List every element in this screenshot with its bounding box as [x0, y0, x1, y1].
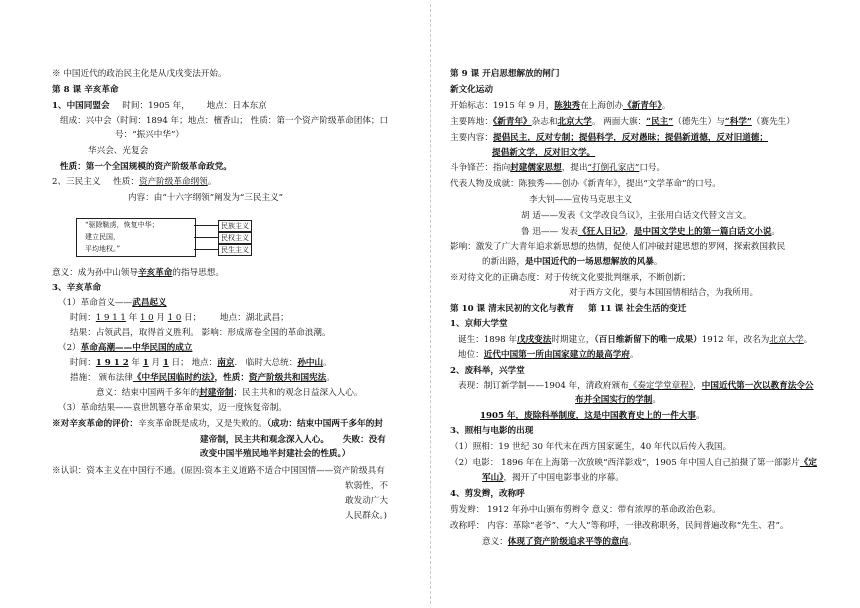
new-school-system-cont — [575, 394, 661, 406]
text: 。 — [323, 358, 332, 368]
tongmenghui-composition: 组成：兴中会（时间：1894 年；地点：檀香山； 性质：第一个资产阶级革命团体；口 — [60, 116, 389, 126]
emphasis: 军山》 — [482, 473, 504, 483]
tongmenghui-line — [52, 100, 267, 112]
label: ※对辛亥革命的评价： — [52, 419, 138, 429]
lesson-10-title: 第 10 课 清末民初的文化与教育 — [450, 304, 575, 314]
emphasis: 中国近代第一次以教育法令公 — [701, 381, 814, 391]
tongmenghui-composition-cont: 号：“振兴中华”） — [115, 130, 184, 140]
lesson-8-title: 第 8 课 辛亥革命 — [52, 85, 119, 95]
text: ， — [693, 381, 702, 391]
representatives-lu — [521, 226, 780, 238]
emphasis: 《新青年》 — [623, 101, 662, 111]
text: 辛亥革命既是成功，又是失败的。 — [137, 419, 267, 429]
text: 。 — [326, 373, 335, 383]
three-principles-content: 内容：由“十六字纲领”阐发为“三民主义” — [128, 193, 284, 203]
representatives-chen: 代表人物及成就：陈独秀——创办《新青年》，提出“文学革命”的口号。 — [450, 179, 721, 189]
new-culture-impact: 影响：激发了广大青年追求新思想的热情，促使人们冲破封建思想的罗网，探索救国救民 — [450, 242, 786, 252]
emphasis: “打倒孔家店” — [587, 163, 640, 173]
text: ，提出 — [561, 163, 588, 173]
text: 地点：湖北武昌； — [220, 313, 289, 323]
text: 年 — [128, 358, 143, 368]
emphasis: 封建帝制 — [199, 388, 234, 398]
label: 意义： — [482, 537, 508, 547]
text: 。 — [629, 350, 639, 360]
emphasis: （百日维新留下的唯一成果） — [594, 335, 702, 345]
text: 。 — [803, 335, 813, 345]
emphasis: 《中华民国临时约法》 — [132, 373, 215, 383]
emphasis: 封建儒家思想 — [510, 163, 562, 173]
text: 诞生：1898 年 — [458, 335, 517, 345]
text: 斗争锋芒：指向 — [450, 163, 511, 173]
peking-heading: 1、京师大学堂 — [450, 319, 508, 329]
capitalism-insight-cont: 软弱性，不 — [345, 481, 388, 491]
emphasis: 体现了资产阶级追求平等的意向 — [507, 537, 629, 547]
text: 。 — [661, 101, 671, 111]
emphasis: 是中国文学史上的第一篇白话文小说 — [633, 227, 772, 237]
new-school-system — [458, 380, 814, 392]
text: 地位： — [458, 350, 484, 360]
revolution-evaluation — [52, 418, 383, 430]
text: 的新出路， — [482, 257, 525, 267]
three-principles-line — [52, 176, 216, 188]
culture-attitude: ※对待文化的正确态度：对于传统文化要批判继承，不断创新； — [450, 273, 691, 283]
three-principles-heading: 2、三民主义 — [52, 177, 101, 187]
text: 主要内容： — [450, 133, 493, 143]
new-culture-content-cont: 提倡新文学，反对旧文学。 — [492, 148, 596, 158]
text: （1）革命首义—— — [58, 298, 133, 308]
capitalism-insight-cont3: 人民群众。) — [345, 511, 388, 521]
emphasis: “科学” — [724, 117, 752, 127]
text: 在上海创办 — [580, 101, 624, 111]
slogan-box — [76, 218, 196, 257]
tongmenghui-other-groups: 华兴会、光复会 — [88, 146, 149, 156]
nature-label: 性质： — [113, 177, 139, 187]
wuchang-result: 结果：占领武昌，取得首义胜利。 影响：形成席卷全国的革命浪潮。 — [70, 328, 331, 338]
text: 建帝制，民主共和观念深入人心。 — [200, 435, 329, 445]
revolution-evaluation-cont2: 改变中国半殖民地半封建社会的性质。） — [200, 449, 351, 459]
queue-heading: 4、剪发辫，改称呼 — [450, 489, 525, 499]
text: 月 — [153, 313, 168, 323]
day: 1 0 — [167, 313, 182, 323]
roc-significance — [96, 387, 362, 399]
exam-abolish-heading: 2、废科举，兴学堂 — [450, 366, 525, 376]
roc-founding-line — [58, 342, 192, 354]
principle-box-nationalism: 民族主义 — [218, 220, 252, 232]
film — [450, 457, 817, 469]
three-principles-significance — [52, 267, 224, 279]
president: 孙中山 — [297, 358, 324, 368]
text: 。 — [695, 411, 705, 421]
text: 意义：结束中国两千多年的 — [96, 388, 200, 398]
month: 1 — [142, 358, 149, 368]
photo-film-heading: 3、照相与电影的出现 — [450, 426, 534, 436]
text: 鲁 迅—— 发表 — [521, 227, 579, 237]
emphasis: 戊戌变法 — [516, 335, 552, 345]
emphasis: 是中国近代的一场思想解放的风暴 — [524, 257, 654, 267]
emphasis: 1905 年，废除科举制度，这是中国教育史上的一件大事 — [480, 411, 696, 421]
intro-note: ※ 中国近代的政治民主化是从戊戌变法开始。 — [52, 69, 227, 79]
emphasis: 近代中国第一所由国家建立的最高学府 — [483, 350, 630, 360]
text: 。 两面大旗： — [591, 117, 647, 127]
emphasis: 《狂人日记》 — [578, 227, 626, 237]
text: 。 — [628, 537, 637, 547]
emphasis: 资产阶级共和国宪法 — [248, 373, 327, 383]
text: ． 临时大总统： — [234, 358, 298, 368]
capitalism-insight: ※认识：资本主义在中国行不通。(原因:资本主义道路不适合中国国情——资产阶级具有 — [52, 466, 385, 476]
address-reform: 改称呼： 内容：革除“老爷”、“大人”等称呼，一律改称职务，民间普遍改称“先生、君”。 — [450, 521, 789, 531]
text: ，揭开了中国电影事业的序幕。 — [503, 473, 624, 483]
new-culture-base — [450, 116, 795, 128]
text: 年 — [125, 313, 140, 323]
text: 口号。 — [639, 163, 666, 173]
emphasis: 辛亥革命 — [137, 268, 173, 278]
slogan-line: 平均地权。” — [85, 245, 121, 253]
new-culture-start — [450, 100, 670, 112]
text: 日； 地点： — [168, 358, 218, 368]
text: （德先生）与 — [673, 117, 725, 127]
new-culture-target — [450, 162, 665, 174]
peking-birth — [458, 334, 812, 346]
year: 1 9 1 1 — [95, 313, 126, 323]
emphasis: （成功：结束中国两千多年的封 — [266, 419, 383, 429]
emphasis: 革命高潮——中华民国的成立 — [80, 343, 193, 353]
wuchang-time — [70, 312, 289, 324]
text: 杂志和 — [531, 117, 558, 127]
place: 南京 — [217, 358, 235, 368]
text: 表现：制订新学制——1904 年，清政府颁布 — [458, 381, 629, 391]
tongmenghui-place: 地点：日本东京 — [206, 101, 267, 111]
queue-cutting: 剪发辫： 1912 年孙中山颁布剪辫令 意义：带有浓厚的革命政治色彩。 — [450, 505, 721, 515]
emphasis: 陈独秀 — [554, 101, 581, 111]
tongmenghui-time: 时间：1905 年， — [122, 101, 190, 111]
text: 。 — [771, 227, 781, 237]
year: 1 9 1 2 — [95, 358, 129, 368]
text: ， — [625, 227, 634, 237]
new-culture-heading: 新文化运动 — [450, 85, 493, 95]
emphasis: “民主” — [646, 117, 674, 127]
diagram-arrow — [194, 225, 218, 226]
new-culture-impact-cont — [482, 256, 663, 268]
exam-abolition — [480, 410, 705, 422]
emphasis: 《奏定学堂章程》 — [628, 381, 694, 391]
slogan-line: “驱除鞑虏，恢复中华； — [85, 221, 159, 229]
emphasis: 武昌起义 — [132, 298, 167, 308]
photography: （1）照相：19 世纪 30 年代末在西方国家诞生，40 年代以后传入我国。 — [450, 442, 732, 452]
text: 。 — [652, 395, 661, 405]
emphasis: 提倡民主，反对专制；提倡科学，反对愚昧；提倡新道德，反对旧道德； — [492, 133, 768, 143]
tongmenghui-nature: 性质：第一个全国规模的资产阶级革命政党。 — [60, 162, 232, 172]
text: 日； — [181, 313, 202, 323]
representatives-hu: 胡 适——发表《文学改良刍议》，主张用白话文代替文言文。 — [521, 211, 752, 221]
text: （赛先生） — [751, 117, 795, 127]
principle-box-livelihood: 民生主义 — [218, 244, 252, 256]
tongmenghui-heading: 1、中国同盟会 — [52, 101, 110, 111]
text: 的指导思想。 — [172, 268, 224, 278]
new-culture-content — [450, 132, 768, 144]
capitalism-insight-cont2: 敢发动广大 — [345, 496, 388, 506]
page-fold-line — [430, 4, 431, 604]
lesson-11-title: 第 11 课 社会生活的变迁 — [588, 304, 687, 314]
text: （2） — [58, 343, 81, 353]
emphasis: 布并全国实行的学制 — [575, 395, 653, 405]
film-cont — [482, 472, 624, 484]
text: 月 — [148, 358, 163, 368]
emphasis: 北京大学 — [769, 335, 804, 345]
text: 主要阵地： — [450, 117, 493, 127]
text: 开始标志：1915 年 9 月， — [450, 101, 555, 111]
punct: 。 — [207, 177, 217, 187]
lesson-10-11-title — [450, 303, 686, 315]
text: 时间： — [70, 358, 96, 368]
month: 1 0 — [139, 313, 154, 323]
emphasis: 《定 — [799, 458, 817, 468]
roc-measures — [70, 372, 335, 384]
text: 意义：成为孙中山领导 — [52, 268, 138, 278]
slogan-line: 建立民国， — [85, 233, 120, 241]
revolution-evaluation-cont — [200, 434, 386, 446]
emphasis: 《新青年》 — [492, 117, 532, 127]
text: 。 — [653, 257, 663, 267]
text: 时间： — [70, 313, 96, 323]
text: 时期建立， — [551, 335, 595, 345]
address-reform-significance — [482, 536, 637, 548]
diagram-arrow — [194, 237, 218, 238]
peking-status — [458, 349, 639, 361]
text: 失败：没有 — [342, 435, 386, 445]
roc-founding-time — [70, 357, 332, 369]
text: ，性质： — [214, 373, 249, 383]
xinhai-heading: 3、辛亥革命 — [52, 283, 101, 293]
nature-value: 资产阶级革命纲领 — [138, 177, 208, 187]
text: ；民主共和的观念日益深入人心。 — [233, 388, 363, 398]
day: 1 — [162, 358, 169, 368]
revolution-result: （3）革命结果——袁世凯篡夺革命果实，迈一度恢复帝制。 — [58, 403, 287, 413]
text: （2）电影： 1896 年在上海第一次放映“西洋影戏”，1905 年中国人自己拍摄了第一部影片 — [450, 458, 800, 468]
emphasis: 北京大学 — [557, 117, 592, 127]
representatives-li: 李大钊——宣传马克思主义 — [529, 195, 633, 205]
culture-attitude-cont: 对于西方文化，要与本国国情相结合，为我所用。 — [569, 288, 759, 298]
wuchang-line — [58, 297, 167, 309]
principle-box-democracy: 民权主义 — [218, 232, 252, 244]
diagram-arrow — [194, 249, 218, 250]
text: 措施： 颁布法律 — [70, 373, 133, 383]
lesson-9-title: 第 9 课 开启思想解放的闸门 — [450, 69, 560, 79]
text: 1912 年，改名为 — [701, 335, 770, 345]
